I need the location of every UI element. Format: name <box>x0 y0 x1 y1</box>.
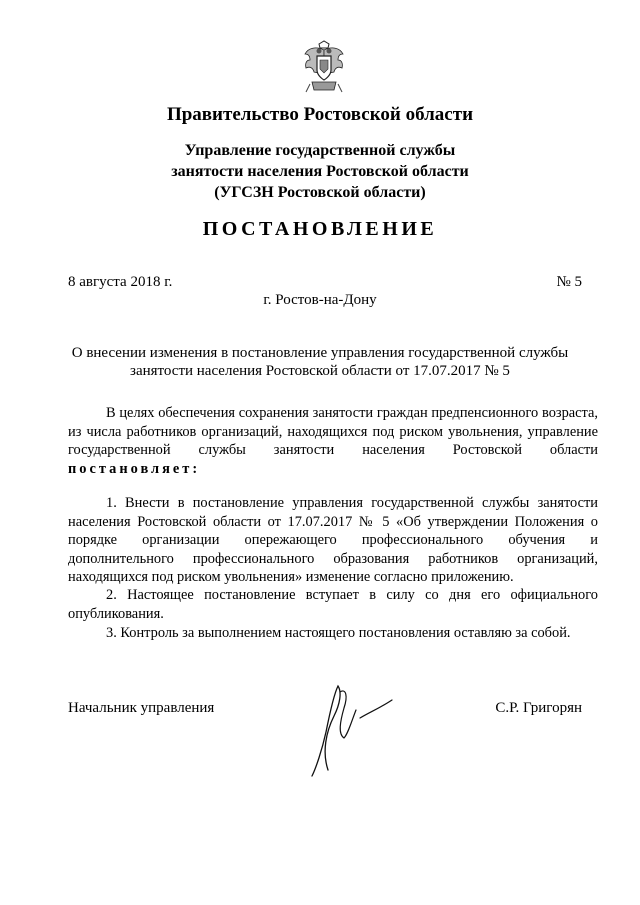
item-3-paragraph: 3. Контроль за выполнением настоящего постановления оставляю за собой. <box>106 625 571 641</box>
resolves-word: постановляет <box>68 460 193 477</box>
signatory-title: Начальник управления <box>68 700 215 716</box>
preamble-paragraph <box>68 404 598 478</box>
subject-line-2: занятости населения Ростовской области от 17.07.2017 № 5 <box>130 363 510 379</box>
signatory-name: С.Р. Григорян <box>495 700 582 716</box>
department-name <box>0 140 640 203</box>
department-abbreviation: (УГСЗН Ростовской области) <box>214 184 426 201</box>
document-date: 8 августа 2018 г. <box>68 274 173 290</box>
subject-line-1: О внесении изменения в постановление управления государственной службы <box>71 345 569 361</box>
handwritten-signature-icon <box>300 672 410 782</box>
government-title: Правительство Ростовской области <box>166 104 474 125</box>
item-1-paragraph: 1. Внести в постановление управления государственной службы занятости населения Ростовской области от 17.07.2017 № 5 «Об утверждении Положения о порядке организации опережающего профессионального обучения и дополнительного профессионального образования работников организаций, находящихся под риском увольнения» изменение согласно приложению. <box>68 495 598 585</box>
preamble-text: В целях обеспечения сохранения занятости граждан предпенсионного возраста, из числа работников организаций, находящихся под риском увольнения, управление государственной службы занятости населения Ростовской области <box>68 405 598 458</box>
document-subject <box>0 344 640 380</box>
resolves-colon: : <box>192 460 201 477</box>
document-number: № 5 <box>556 274 582 290</box>
document-type: ПОСТАНОВЛЕНИЕ <box>202 218 438 240</box>
department-line-1: Управление государственной службы <box>184 142 456 159</box>
item-2-paragraph: 2. Настоящее постановление вступает в силу со дня его официального опубликования. <box>68 587 598 622</box>
department-line-2: занятости населения Ростовской области <box>171 163 469 180</box>
document-city: г. Ростов-на-Дону <box>263 292 377 308</box>
coat-of-arms-icon <box>302 40 346 94</box>
